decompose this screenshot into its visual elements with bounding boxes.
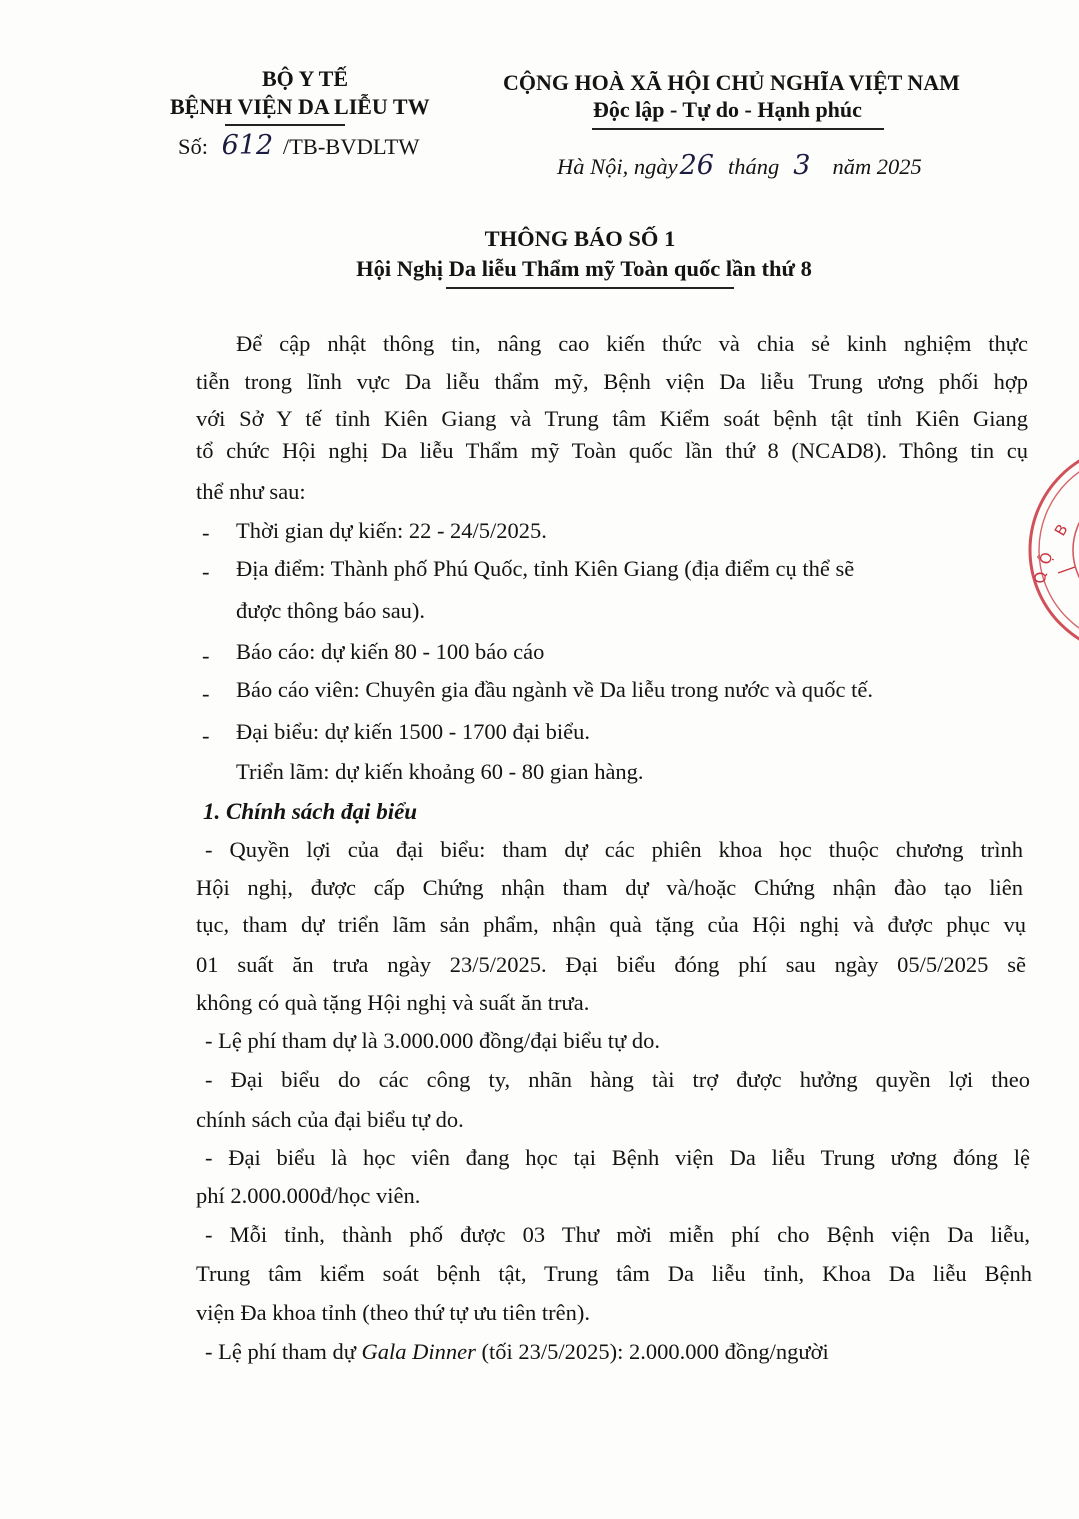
benefits-line: không có quà tặng Hội nghị và suất ăn trưa. <box>196 990 590 1015</box>
gala-dinner-label: Gala Dinner <box>361 1339 476 1364</box>
date-day: 26 <box>679 150 714 181</box>
date-year: năm 2025 <box>832 154 922 179</box>
sponsored-line: - Đại biểu do các công ty, nhãn hàng tài trợ được hưởng quyền lợi theo <box>205 1067 1030 1092</box>
intro-line: Để cập nhật thông tin, nâng cao kiến thức và chia sẻ kinh nghiệm thực <box>236 331 1028 356</box>
provinces-line: - Mỗi tỉnh, thành phố được 03 Thư mời miễn phí cho Bệnh viện Da liễu, <box>205 1222 1030 1247</box>
bullet-speakers: Báo cáo viên: Chuyên gia đầu ngành về Da liễu trong nước và quốc tế. <box>236 677 874 702</box>
bullet-venue: Địa điểm: Thành phố Phú Quốc, tỉnh Kiên Giang (địa điểm cụ thể sẽ <box>236 556 855 581</box>
benefits-line: Hội nghị, được cấp Chứng nhận tham dự và/hoặc Chứng nhận đào tạo liên <box>196 875 1023 900</box>
sponsored-line: chính sách của đại biểu tự do. <box>196 1107 464 1132</box>
number-prefix: Số: <box>178 134 209 159</box>
bullet-dash: - <box>202 723 210 748</box>
intro-line: với Sở Y tế tỉnh Kiên Giang và Trung tâm Kiểm soát bệnh tật tỉnh Kiên Giang <box>196 406 1028 431</box>
bullet-delegates: Đại biểu: dự kiến 1500 - 1700 đại biểu. <box>236 719 591 744</box>
students-line: phí 2.000.000đ/học viên. <box>196 1183 421 1208</box>
bullet-time: Thời gian dự kiến: 22 - 24/5/2025. <box>236 518 547 543</box>
intro-line: tổ chức Hội nghị Da liễu Thẩm mỹ Toàn quốc lần thứ 8 (NCAD8). Thông tin cụ <box>196 438 1028 463</box>
intro-line: thể như sau: <box>196 479 306 504</box>
date-prefix: Hà Nội, ngày <box>557 154 678 179</box>
document-title: THÔNG BÁO SỐ 1 <box>484 226 676 251</box>
title-underline <box>446 287 734 289</box>
bullet-reports: Báo cáo: dự kiến 80 - 100 báo cáo <box>236 639 545 664</box>
stamp-letter: Q <box>1031 570 1050 585</box>
provinces-line: Trung tâm kiểm soát bệnh tật, Trung tâm Da liễu tỉnh, Khoa Da liễu Bệnh <box>196 1261 1032 1286</box>
motto: Độc lập - Tự do - Hạnh phúc <box>593 97 862 122</box>
document-number <box>178 130 419 161</box>
nation-title: CỘNG HOÀ XÃ HỘI CHỦ NGHĨA VIỆT NAM <box>503 70 960 95</box>
stamp-letter: B <box>1050 521 1072 539</box>
bullet-dash: - <box>202 559 210 584</box>
bullet-exhibition: Triển lãm: dự kiến khoảng 60 - 80 gian hàng. <box>236 759 644 784</box>
benefits-line: 01 suất ăn trưa ngày 23/5/2025. Đại biểu đóng phí sau ngày 05/5/2025 sẽ <box>196 952 1026 977</box>
hospital-underline <box>225 124 345 126</box>
ministry-name: BỘ Y TẾ <box>262 66 348 91</box>
number-suffix: /TB-BVDLTW <box>282 134 420 159</box>
students-line: - Đại biểu là học viên đang học tại Bệnh viện Da liễu Trung ương đóng lệ <box>205 1145 1030 1170</box>
date-month-label: tháng <box>727 154 780 179</box>
gala-fee-suffix: (tối 23/5/2025): 2.000.000 đồng/người <box>475 1339 829 1364</box>
fee-free-delegate: - Lệ phí tham dự là 3.000.000 đồng/đại biểu tự do. <box>205 1028 660 1053</box>
document-subtitle: Hội Nghị Da liễu Thẩm mỹ Toàn quốc lần thứ 8 <box>356 256 812 281</box>
bullet-venue-cont: được thông báo sau). <box>236 598 426 623</box>
issue-date <box>557 150 922 181</box>
section-heading: 1. Chính sách đại biểu <box>203 799 418 824</box>
official-stamp <box>1010 455 1079 645</box>
provinces-line: viện Đa khoa tỉnh (theo thứ tự ưu tiên trên). <box>196 1300 590 1325</box>
benefits-line: - Quyền lợi của đại biểu: tham dự các phiên khoa học thuộc chương trình <box>205 837 1023 862</box>
bullet-dash: - <box>202 520 210 545</box>
stamp-letter: Ộ <box>1036 550 1056 566</box>
date-month: 3 <box>793 150 811 181</box>
intro-line: tiễn trong lĩnh vực Da liễu thẩm mỹ, Bệnh viện Da liễu Trung ương phối hợp <box>196 369 1028 394</box>
hospital-name: BỆNH VIỆN DA LIỄU TW <box>170 94 430 119</box>
gala-fee <box>205 1338 1037 1366</box>
bullet-dash: - <box>202 681 210 706</box>
benefits-line: tục, tham dự triển lãm sản phẩm, nhận quà tặng của Hội nghị và được phục vụ <box>196 912 1026 937</box>
motto-underline <box>592 128 884 130</box>
bullet-dash: - <box>202 643 210 668</box>
number-handwritten: 612 <box>221 130 274 161</box>
gala-fee-prefix: - Lệ phí tham dự <box>205 1339 362 1364</box>
